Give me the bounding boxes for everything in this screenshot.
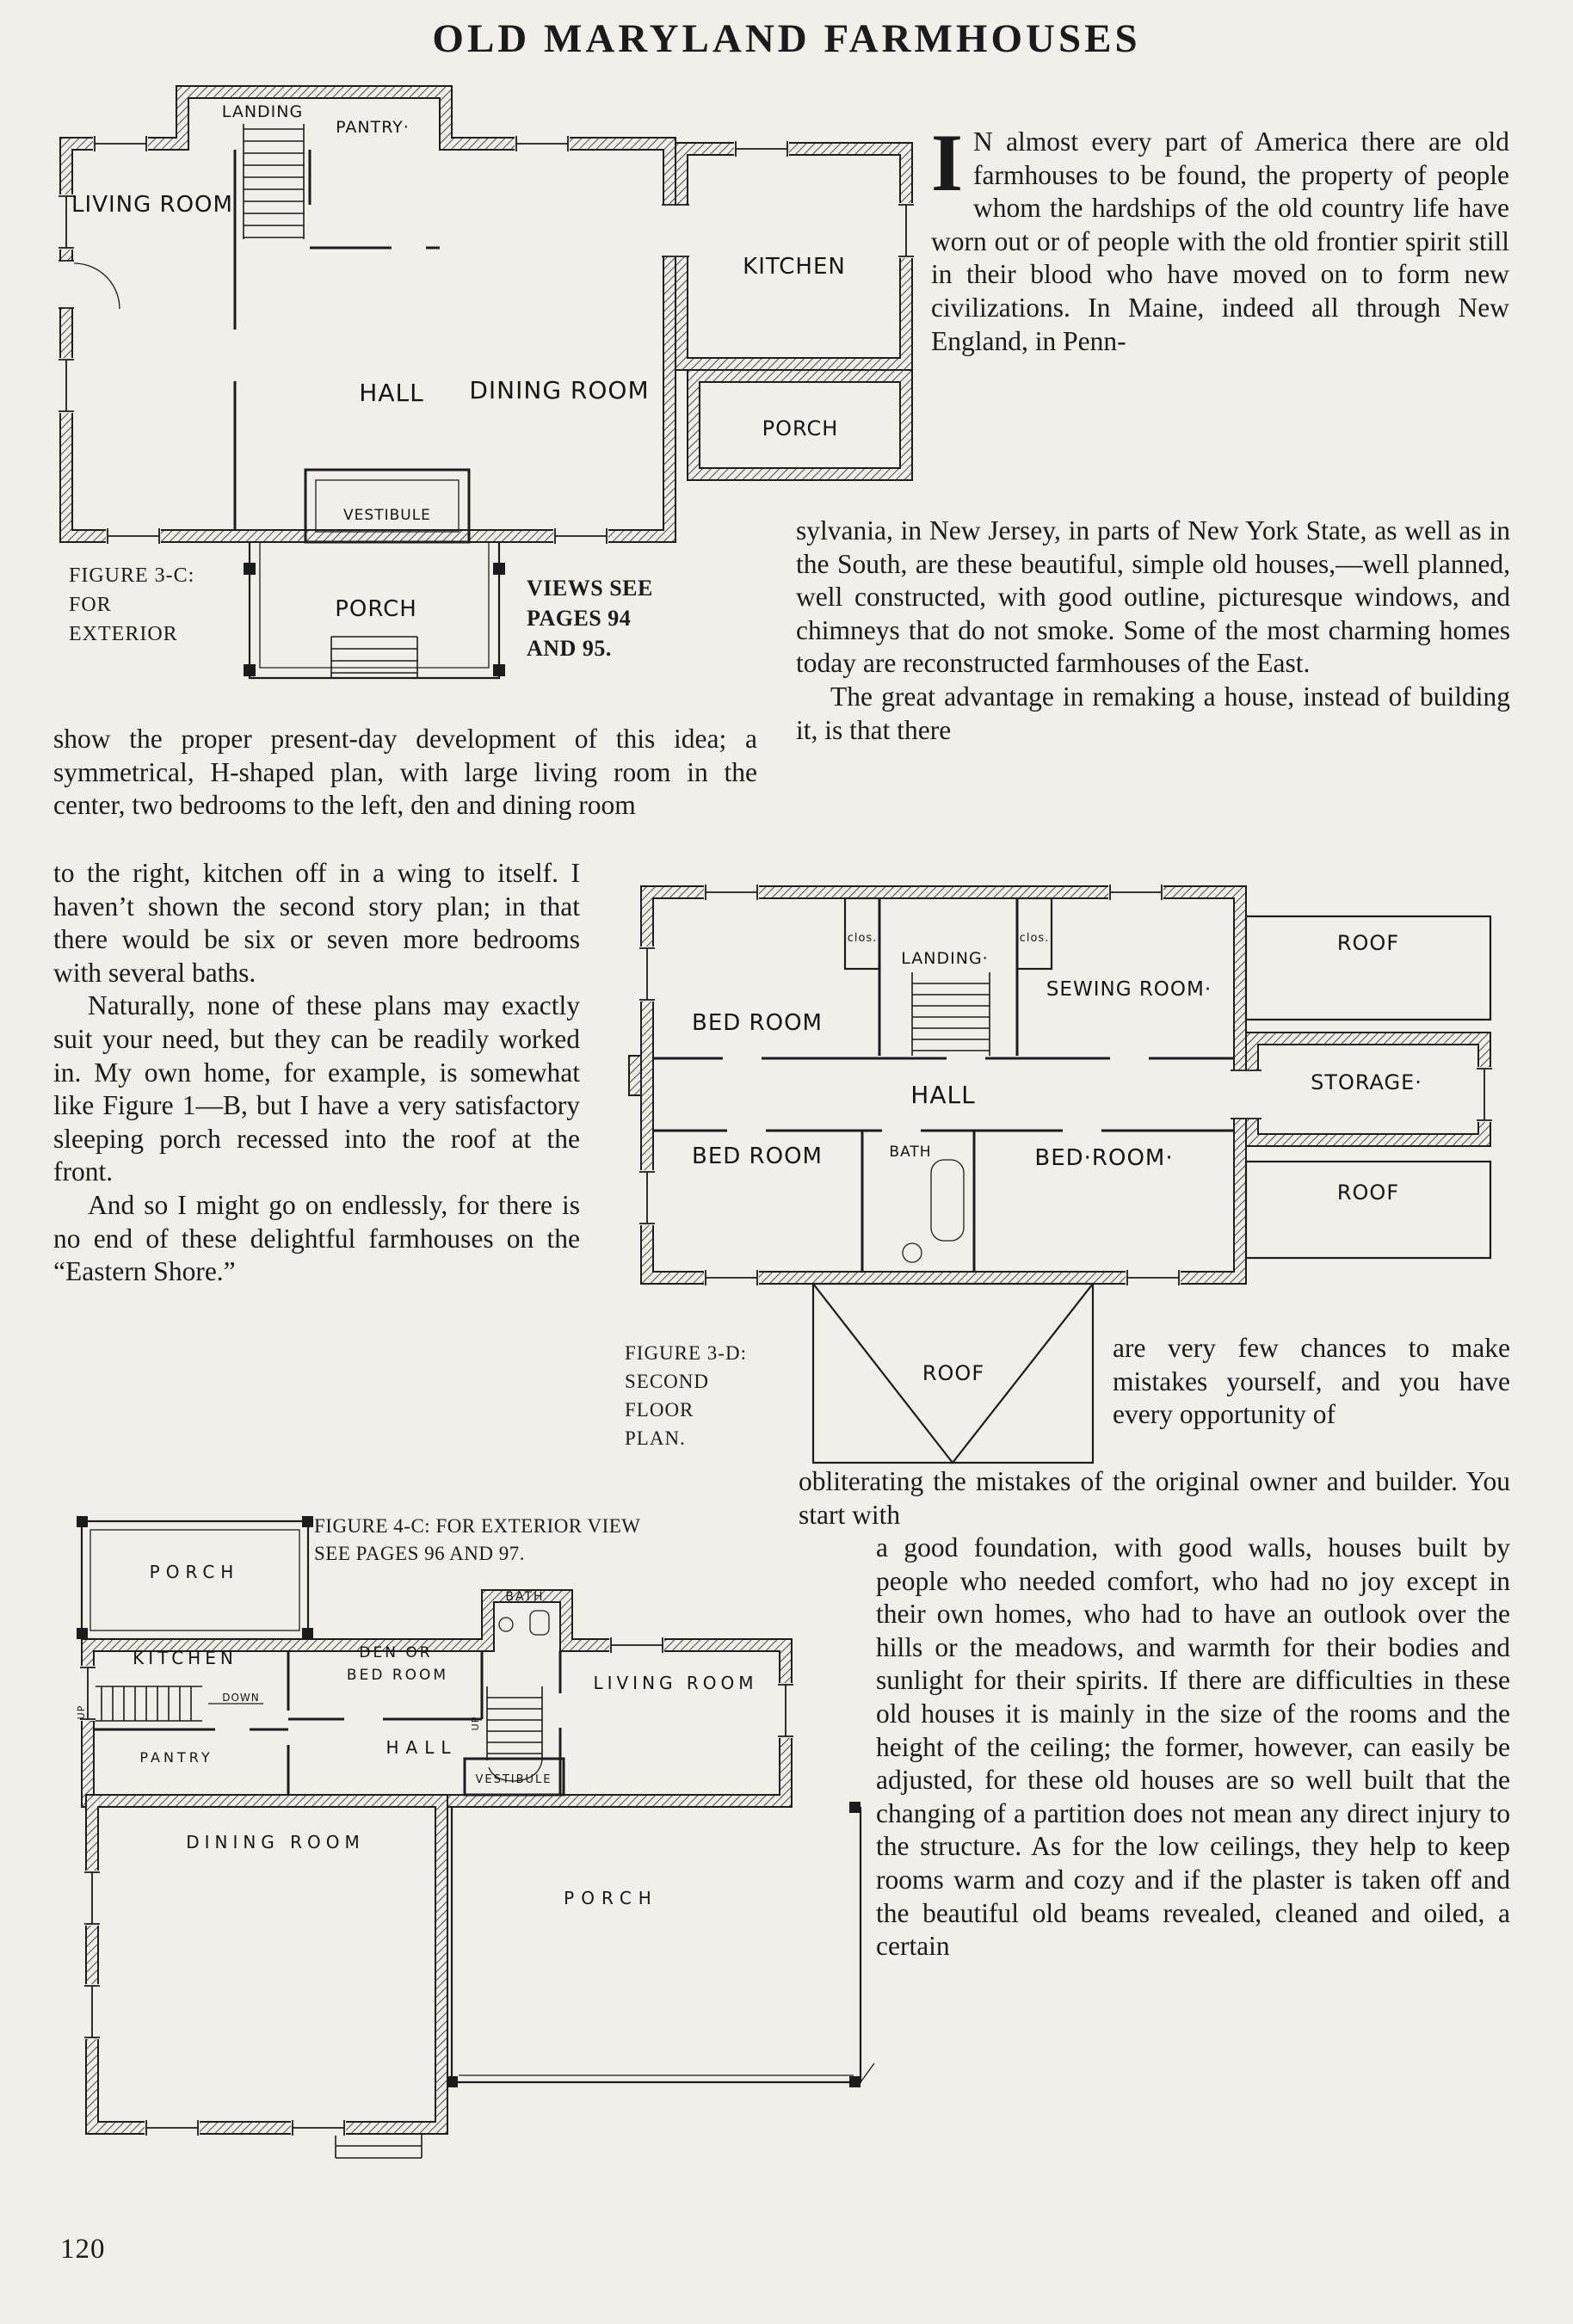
room-label-vestibule: VESTIBULE [475, 1773, 552, 1786]
room-label-hall: HALL [910, 1081, 976, 1109]
room-label-porch-side: PORCH [762, 416, 839, 441]
figure-3d-caption [625, 1339, 747, 1452]
caption-line: FIGURE 3-D: [625, 1342, 747, 1364]
room-label-vestibule: VESTIBULE [343, 507, 431, 524]
room-label-sewing-room: SEWING ROOM· [1046, 978, 1212, 1001]
room-label-living-room: LIVING ROOM [71, 192, 233, 218]
label-up-left: UP [76, 1704, 87, 1720]
body-text: The great advantage in remaking a house, instead of building it, is that there [796, 681, 1510, 745]
room-label-living-room: LIVING ROOM [593, 1673, 758, 1693]
room-label-pantry: PANTRY· [336, 118, 410, 137]
figure-4c-caption [314, 1513, 641, 1568]
plan3-stairs [90, 1686, 542, 1781]
body-text: are very few chances to make mistakes yourself, and you have every opportunity of [1113, 1333, 1510, 1430]
caption-line: EXTERIOR [69, 623, 178, 645]
plan3-room-labels [76, 1562, 758, 1908]
room-label-kitchen: KITCHEN [133, 1648, 237, 1668]
note-line: AND 95. [527, 636, 612, 661]
body-text: Naturally, none of these plans may exactly suit your need, but they can be readily worked in. My own home, for example, is somewhat like Figure 1—B, but I have a very satisfactory sleeping porch recessed into the roof at the front. [53, 990, 580, 1187]
room-label-bed-room-se: BED·ROOM· [1034, 1145, 1174, 1171]
plan2-bath-fixtures [903, 1160, 964, 1262]
plan1-partitions [235, 150, 469, 542]
room-label-bed-room-sw: BED ROOM [692, 1144, 823, 1169]
room-label-hall: HALL [359, 379, 424, 407]
intro-paragraph [931, 117, 1509, 358]
room-label-dining-room: DINING ROOM [186, 1832, 365, 1852]
drop-cap: I [931, 117, 963, 208]
body-text: obliterating the mistakes of the original owner and builder. You start with [799, 1466, 1510, 1530]
caption-line: SEE PAGES 96 AND 97. [314, 1543, 525, 1564]
body-text: to the right, kitchen off in a wing to itself. I haven’t shown the second story plan; in that there would be six or seven more bedrooms with several baths. [53, 858, 580, 988]
chimney [629, 1056, 641, 1095]
room-label-bath: BATH [505, 1590, 545, 1604]
body-text: sylvania, in New Jersey, in parts of New York State, as well as in the South, are these beautiful, simple old houses,—well planned, well constructed, with good outline, picturesque windows, and chimneys that do not smoke. Some of the most charming homes today are reconstructed farmhouses of the East. [796, 515, 1510, 679]
plan3-porch-front [447, 1802, 874, 2087]
room-label-kitchen: KITCHEN [743, 254, 846, 280]
room-label-roof-front: ROOF [922, 1361, 985, 1385]
room-label-porch-front: PORCH [564, 1888, 658, 1908]
caption-line: FIGURE 4-C: FOR EXTERIOR VIEW [314, 1515, 641, 1537]
label-down: DOWN [222, 1692, 260, 1704]
figure-3c-see-note [527, 573, 653, 663]
room-label-dining-room: DINING ROOM [469, 376, 650, 404]
paragraph-block-beside-roof [1113, 1332, 1510, 1432]
plan2-room-labels [692, 931, 1422, 1385]
page-title: OLD MARYLAND FARMHOUSES [432, 16, 1141, 61]
room-label-den-line1: DEN OR [359, 1644, 433, 1661]
room-label-roof-se: ROOF [1336, 1180, 1400, 1205]
caption-line: SECOND [625, 1371, 710, 1392]
caption-line: PLAN. [625, 1427, 686, 1449]
room-label-pantry: PANTRY [139, 1749, 213, 1766]
plan3-steps [336, 2134, 422, 2158]
room-label-hall: HALL [386, 1737, 458, 1758]
room-label-landing: LANDING· [901, 949, 989, 968]
caption-line: FIGURE 3-C: [69, 564, 195, 587]
paragraph-block-right-bottom [876, 1532, 1510, 1963]
room-label-storage: STORAGE· [1311, 1070, 1422, 1094]
room-label-bath: BATH [889, 1144, 932, 1161]
room-label-roof-ne: ROOF [1336, 931, 1400, 955]
figure-3c-caption [69, 561, 194, 649]
room-label-porch-front: PORCH [335, 596, 417, 622]
room-label-closet-right: clos. [1019, 932, 1050, 945]
body-text: a good foundation, with good walls, houses built by people who needed comfort, who had no joy except in their own homes, who had to have an outlook over the hills or the meadows, and warmth for their bodies and sunlight for their spirits. If there are difficulties in these old houses it is mainly in the size of the rooms and the height of the ceiling; the former, however, can easily be adjusted, for these old houses are so well built that the changing of a partition does not mean any direct injury to the structure. As for the low ceilings, they help to keep rooms warm and cozy and if the plaster is taken off and the beautiful old beams revealed, cleaned and oiled, a certain [876, 1532, 1510, 1962]
plan3-bath-fixtures [499, 1611, 549, 1635]
body-text: And so I might go on endlessly, for there is no end of these delightful farmhouses on the “Eastern Shore.” [53, 1189, 580, 1287]
figure-4c-floor-plan [60, 1504, 878, 2218]
plan2-stairs [912, 972, 990, 1056]
room-label-den-line2: BED ROOM [346, 1667, 449, 1684]
room-label-closet-left: clos. [847, 932, 878, 945]
room-label-porch-rear: PORCH [149, 1562, 240, 1582]
page-number: 120 [60, 2234, 106, 2265]
caption-line: FLOOR [625, 1399, 694, 1421]
body-text: show the proper present-day development of this idea; a symmetrical, H-shaped plan, with large living room in the center, two bedrooms to the left, den and dining room [53, 724, 757, 821]
note-line: VIEWS SEE [527, 576, 653, 601]
body-text: N almost every part of America there are old farmhouses to be found, the property of people whom the hardships of the old country life have worn out or of people with the old frontier spirit still in their blood who have moved on to form new civilizations. In Maine, indeed all through New England, in Penn- [931, 126, 1509, 356]
plan1-stairs [244, 124, 304, 239]
room-label-bed-room-nw: BED ROOM [692, 1010, 823, 1036]
room-label-landing: LANDING [221, 102, 304, 121]
paragraph-block-left-narrow [53, 857, 580, 1289]
note-line: PAGES 94 [527, 606, 632, 631]
caption-line: FOR [69, 594, 112, 616]
paragraph-block-left-wide [53, 723, 757, 823]
label-up-center: UP [470, 1716, 481, 1731]
paragraph-block-right-top [796, 515, 1510, 747]
paragraph-block-full [799, 1465, 1510, 1532]
